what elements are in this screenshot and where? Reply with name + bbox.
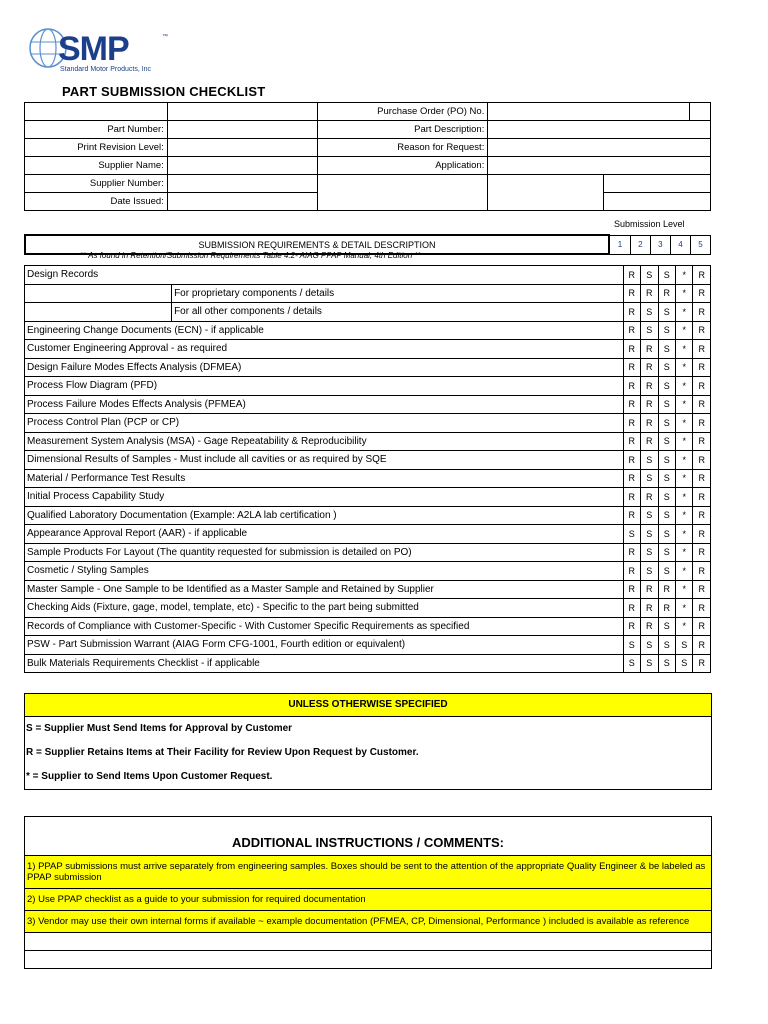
requirement-label: Master Sample - One Sample to be Identified as a Master Sample and Retained by Supplier: [25, 580, 624, 599]
date-issued-field[interactable]: [167, 193, 317, 211]
requirement-label: Customer Engineering Approval - as required: [25, 340, 624, 359]
level-3: 3: [650, 235, 670, 254]
level-5-code: R: [693, 488, 711, 507]
requirement-row: [25, 580, 711, 599]
legend-line: S = Supplier Must Send Items for Approval by Customer: [26, 723, 293, 734]
level-1-code: R: [623, 284, 640, 303]
level-2-code: R: [641, 377, 658, 396]
level-3-code: S: [658, 543, 675, 562]
level-5-code: R: [693, 377, 711, 396]
level-5-code: R: [693, 525, 711, 544]
logo-company: Standard Motor Products, Inc: [60, 66, 152, 73]
level-4-code: *: [675, 525, 692, 544]
requirement-row: [25, 358, 711, 377]
level-5-code: R: [693, 395, 711, 414]
level-5-code: R: [693, 562, 711, 581]
level-4-code: *: [675, 599, 692, 618]
level-5-code: R: [693, 432, 711, 451]
date-issued-label: Date Issued:: [25, 193, 168, 211]
comment-blank-line[interactable]: [25, 932, 711, 950]
requirement-row: [25, 636, 711, 655]
requirement-label: Engineering Change Documents (ECN) - if applicable: [25, 321, 624, 340]
level-3-code: S: [658, 636, 675, 655]
requirement-row: [25, 377, 711, 396]
level-3-code: S: [658, 562, 675, 581]
level-4-code: *: [675, 488, 692, 507]
level-4-code: *: [675, 469, 692, 488]
level-5-code: R: [693, 303, 711, 322]
level-5-code: R: [693, 599, 711, 618]
header-cell: [689, 103, 710, 121]
legend-line: R = Supplier Retains Items at Their Facility for Review Upon Request by Customer.: [26, 747, 419, 758]
level-2-code: R: [641, 395, 658, 414]
level-4-code: *: [675, 321, 692, 340]
comment-item: 1) PPAP submissions must arrive separately from engineering samples. Boxes should be sent to the attention of the appropriate Quality Engineer & be labeled as PPAP submission: [25, 855, 711, 888]
level-5-code: R: [693, 414, 711, 433]
header-cell: [317, 175, 488, 211]
requirement-label: Design Failure Modes Effects Analysis (DFMEA): [25, 358, 624, 377]
supplier-name-label: Supplier Name:: [25, 157, 168, 175]
level-3-code: S: [658, 506, 675, 525]
level-1-code: R: [623, 414, 640, 433]
part-number-label: Part Number:: [25, 121, 168, 139]
legend-line: * = Supplier to Send Items Upon Customer Request.: [26, 771, 273, 782]
requirement-row: [25, 525, 711, 544]
level-1-code: R: [623, 580, 640, 599]
legend-box: [24, 693, 712, 790]
requirement-row: [25, 432, 711, 451]
level-4-code: *: [675, 580, 692, 599]
level-2-code: R: [641, 432, 658, 451]
level-4-code: *: [675, 414, 692, 433]
requirement-row: [25, 506, 711, 525]
requirement-label: Sample Products For Layout (The quantity requested for submission is detailed on PO): [25, 543, 624, 562]
reason-label: Reason for Request:: [317, 139, 488, 157]
requirement-label: [25, 303, 172, 322]
logo-text: SMP: [58, 30, 129, 68]
requirement-label: Cosmetic / Styling Samples: [25, 562, 624, 581]
level-1: 1: [609, 235, 630, 254]
requirement-label: Qualified Laboratory Documentation (Example: A2LA lab certification ): [25, 506, 624, 525]
header-cell: [25, 103, 168, 121]
level-3-code: S: [658, 377, 675, 396]
supplier-name-field[interactable]: [167, 157, 317, 175]
level-3-code: S: [658, 414, 675, 433]
print-revision-field[interactable]: [167, 139, 317, 157]
level-2-code: R: [641, 580, 658, 599]
level-2-code: R: [641, 599, 658, 618]
level-2-code: S: [641, 654, 658, 673]
requirement-row: [25, 266, 711, 285]
level-2-code: R: [641, 617, 658, 636]
level-4-code: *: [675, 266, 692, 285]
header-cell: [167, 103, 317, 121]
level-1-code: R: [623, 358, 640, 377]
level-1-code: R: [623, 395, 640, 414]
level-5-code: R: [693, 506, 711, 525]
level-2-code: R: [641, 284, 658, 303]
po-label: Purchase Order (PO) No.: [317, 103, 488, 121]
requirement-label: Checking Aids (Fixture, gage, model, template, etc) - Specific to the part being submitted: [25, 599, 624, 618]
level-3-code: S: [658, 266, 675, 285]
comments-heading: ADDITIONAL INSTRUCTIONS / COMMENTS:: [231, 835, 505, 850]
page-title: PART SUBMISSION CHECKLIST: [62, 84, 266, 99]
level-5-code: R: [693, 654, 711, 673]
level-2-code: R: [641, 414, 658, 433]
level-2-code: S: [641, 562, 658, 581]
comments-box: [24, 816, 712, 969]
level-3-code: R: [658, 580, 675, 599]
header-cell: [604, 193, 711, 211]
level-2-code: S: [641, 543, 658, 562]
level-3-code: S: [658, 617, 675, 636]
level-1-code: R: [623, 488, 640, 507]
level-1-code: S: [623, 525, 640, 544]
level-4-code: *: [675, 506, 692, 525]
header-cell: [488, 175, 604, 211]
level-1-code: S: [623, 654, 640, 673]
requirement-label: Material / Performance Test Results: [25, 469, 624, 488]
level-1-code: R: [623, 599, 640, 618]
level-5-code: R: [693, 451, 711, 470]
level-4-code: *: [675, 377, 692, 396]
level-2: 2: [630, 235, 650, 254]
level-3-code: S: [658, 432, 675, 451]
level-4-code: *: [675, 432, 692, 451]
level-2-code: R: [641, 488, 658, 507]
level-4-code: *: [675, 543, 692, 562]
level-1-code: R: [623, 469, 640, 488]
level-5-code: R: [693, 358, 711, 377]
comment-item: 3) Vendor may use their own internal forms if available ~ example documentation (PFMEA, CP, Dimensional, Performance ) included is available as reference: [25, 910, 711, 932]
level-3-code: R: [658, 599, 675, 618]
requirement-row: [25, 451, 711, 470]
requirement-label: Bulk Materials Requirements Checklist - if applicable: [25, 654, 624, 673]
level-3-code: S: [658, 321, 675, 340]
requirement-label: Measurement System Analysis (MSA) - Gage Repeatability & Reproducibility: [25, 432, 624, 451]
submission-level-label: Submission Level: [614, 219, 685, 229]
level-1-code: R: [623, 617, 640, 636]
requirement-sub-label: For proprietary components / details: [172, 284, 624, 303]
requirement-label: [25, 284, 172, 303]
requirement-sub-label: For all other components / details: [172, 303, 624, 322]
header-form: [24, 102, 711, 211]
requirement-row: [25, 617, 711, 636]
requirements-table: [24, 265, 711, 673]
level-5-code: R: [693, 266, 711, 285]
requirement-row: [25, 414, 711, 433]
level-1-code: R: [623, 451, 640, 470]
source-note: ** As found in Retention/Submission Requirements Table 4.2- AIAG PPAP Manual, 4th Edition **: [80, 251, 421, 260]
requirement-label: Design Records: [25, 266, 624, 285]
level-1-code: R: [623, 266, 640, 285]
requirement-label: Initial Process Capability Study: [25, 488, 624, 507]
level-4-code: *: [675, 562, 692, 581]
requirement-label: Process Control Plan (PCP or CP): [25, 414, 624, 433]
level-1-code: R: [623, 340, 640, 359]
print-revision-label: Print Revision Level:: [25, 139, 168, 157]
level-4-code: *: [675, 617, 692, 636]
header-cell: [604, 175, 711, 193]
level-2-code: S: [641, 303, 658, 322]
part-description-label: Part Description:: [317, 121, 488, 139]
level-5-code: R: [693, 580, 711, 599]
level-4-code: S: [675, 654, 692, 673]
requirements-title: SUBMISSION REQUIREMENTS & DETAIL DESCRIPTION: [25, 235, 609, 254]
requirement-row: [25, 303, 711, 322]
level-5-code: R: [693, 469, 711, 488]
requirement-row: [25, 321, 711, 340]
level-2-code: S: [641, 469, 658, 488]
level-2-code: S: [641, 451, 658, 470]
level-5-code: R: [693, 284, 711, 303]
level-3-code: S: [658, 488, 675, 507]
level-4-code: *: [675, 303, 692, 322]
level-4: 4: [670, 235, 690, 254]
level-3-code: S: [658, 451, 675, 470]
part-number-field[interactable]: [167, 121, 317, 139]
level-2-code: S: [641, 266, 658, 285]
requirement-row: [25, 284, 711, 303]
level-1-code: R: [623, 321, 640, 340]
legend-heading: UNLESS OTHERWISE SPECIFIED: [25, 694, 711, 717]
level-1-code: R: [623, 432, 640, 451]
level-4-code: *: [675, 284, 692, 303]
supplier-number-field[interactable]: [167, 175, 317, 193]
level-1-code: R: [623, 562, 640, 581]
application-label: Application:: [317, 157, 488, 175]
level-2-code: R: [641, 340, 658, 359]
level-3-code: S: [658, 340, 675, 359]
level-4-code: *: [675, 395, 692, 414]
level-2-code: S: [641, 506, 658, 525]
requirement-row: [25, 599, 711, 618]
part-description-field[interactable]: [488, 121, 711, 139]
requirement-row: [25, 469, 711, 488]
supplier-number-label: Supplier Number:: [25, 175, 168, 193]
level-2-code: R: [641, 358, 658, 377]
requirement-row: [25, 543, 711, 562]
requirement-row: [25, 562, 711, 581]
level-1-code: R: [623, 543, 640, 562]
level-3-code: S: [658, 303, 675, 322]
logo-trademark: ™: [162, 34, 168, 40]
level-1-code: S: [623, 636, 640, 655]
level-1-code: R: [623, 377, 640, 396]
level-3-code: S: [658, 469, 675, 488]
level-3-code: R: [658, 284, 675, 303]
requirement-label: PSW - Part Submission Warrant (AIAG Form CFG-1001, Fourth edition or equivalent): [25, 636, 624, 655]
level-2-code: S: [641, 636, 658, 655]
smp-logo: [28, 26, 178, 80]
reason-field[interactable]: [488, 139, 711, 157]
level-3-code: S: [658, 525, 675, 544]
requirement-label: Appearance Approval Report (AAR) - if applicable: [25, 525, 624, 544]
level-4-code: *: [675, 451, 692, 470]
level-2-code: S: [641, 321, 658, 340]
po-field[interactable]: [488, 103, 690, 121]
level-1-code: R: [623, 303, 640, 322]
requirement-row: [25, 654, 711, 673]
requirement-label: Dimensional Results of Samples - Must include all cavities or as required by SQE: [25, 451, 624, 470]
requirement-label: Records of Compliance with Customer-Specific - With Customer Specific Requirements as specified: [25, 617, 624, 636]
level-5-code: R: [693, 617, 711, 636]
level-3-code: S: [658, 654, 675, 673]
level-5-code: R: [693, 340, 711, 359]
level-4-code: *: [675, 358, 692, 377]
level-5-code: R: [693, 636, 711, 655]
comment-blank-line[interactable]: [25, 950, 711, 968]
level-1-code: R: [623, 506, 640, 525]
level-4-code: S: [675, 636, 692, 655]
level-4-code: *: [675, 340, 692, 359]
level-2-code: S: [641, 525, 658, 544]
requirement-row: [25, 488, 711, 507]
comment-item: 2) Use PPAP checklist as a guide to your submission for required documentation: [25, 888, 711, 910]
application-field[interactable]: [488, 157, 711, 175]
requirement-label: Process Failure Modes Effects Analysis (PFMEA): [25, 395, 624, 414]
requirement-row: [25, 395, 711, 414]
level-5: 5: [690, 235, 710, 254]
requirement-row: [25, 340, 711, 359]
level-3-code: S: [658, 358, 675, 377]
level-5-code: R: [693, 543, 711, 562]
requirement-label: Process Flow Diagram (PFD): [25, 377, 624, 396]
level-5-code: R: [693, 321, 711, 340]
level-3-code: S: [658, 395, 675, 414]
